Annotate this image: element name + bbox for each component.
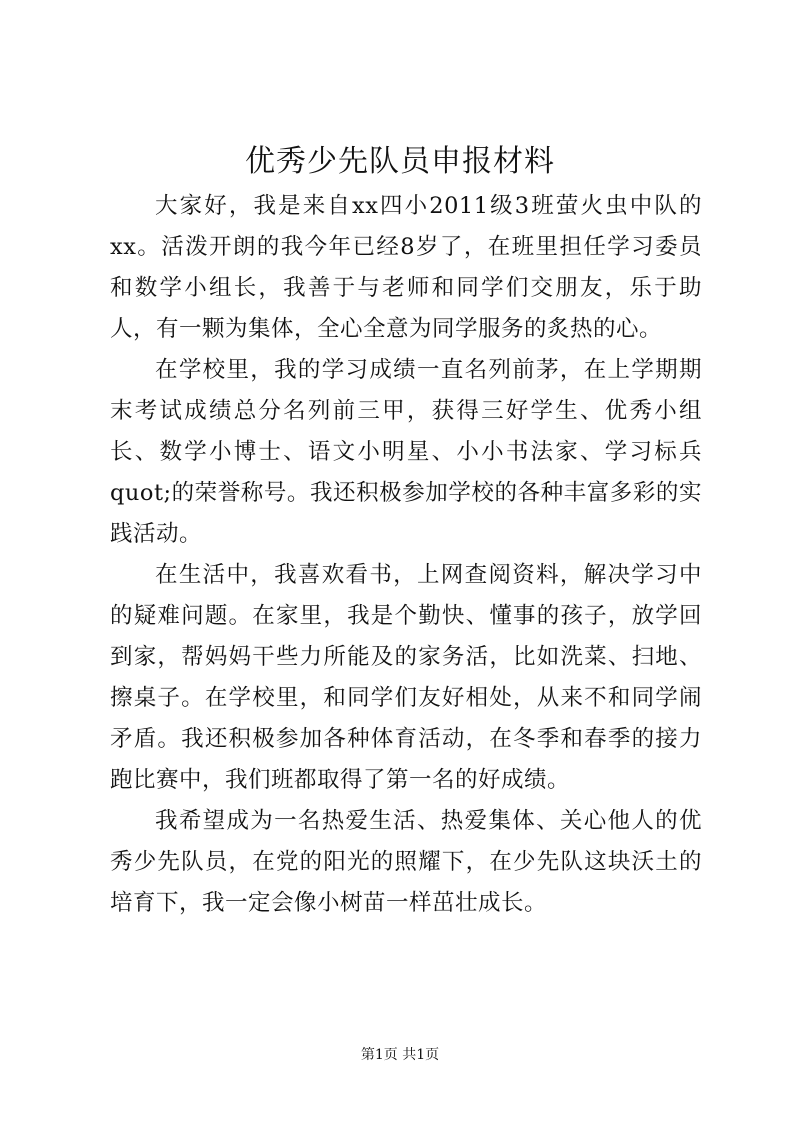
paragraph-life: 在生活中，我喜欢看书，上网查阅资料，解决学习中的疑难问题。在家里，我是个勤快、懂事的孩子，放学回到家，帮妈妈干些力所能及的家务活，比如洗菜、扫地、擦桌子。在学校里，和同学们友好相处，从来不和同学闹矛盾。我还积极参加各种体育活动，在冬季和春季的接力跑比赛中，我们班都取得了第一名的好成绩。 (110, 562, 702, 793)
document-body (110, 186, 702, 924)
paragraph-school: 在学校里，我的学习成绩一直名列前茅，在上学期期末考试成绩总分名列前三甲，获得三好学生、优秀小组长、数学小博士、语文小明星、小小书法家、学习标兵quot;的荣誉称号。我还积极参加学校的各种丰富多彩的实践活动。 (110, 357, 702, 547)
document-title: 优秀少先队员申报材料 (245, 144, 555, 179)
paragraph-hope: 我希望成为一名热爱生活、热爱集体、关心他人的优秀少先队员，在党的阳光的照耀下，在少先队这块沃土的培育下，我一定会像小树苗一样茁壮成长。 (110, 808, 702, 916)
paragraph-intro: 大家好，我是来自xx四小2011级3班萤火虫中队的xx。活泼开朗的我今年已经8岁了，在班里担任学习委员和数学小组长，我善于与老师和同学们交朋友，乐于助人，有一颗为集体，全心全意为同学服务的炙热的心。 (110, 193, 702, 342)
page-number-footer: 第1页 共1页 (360, 1047, 440, 1063)
